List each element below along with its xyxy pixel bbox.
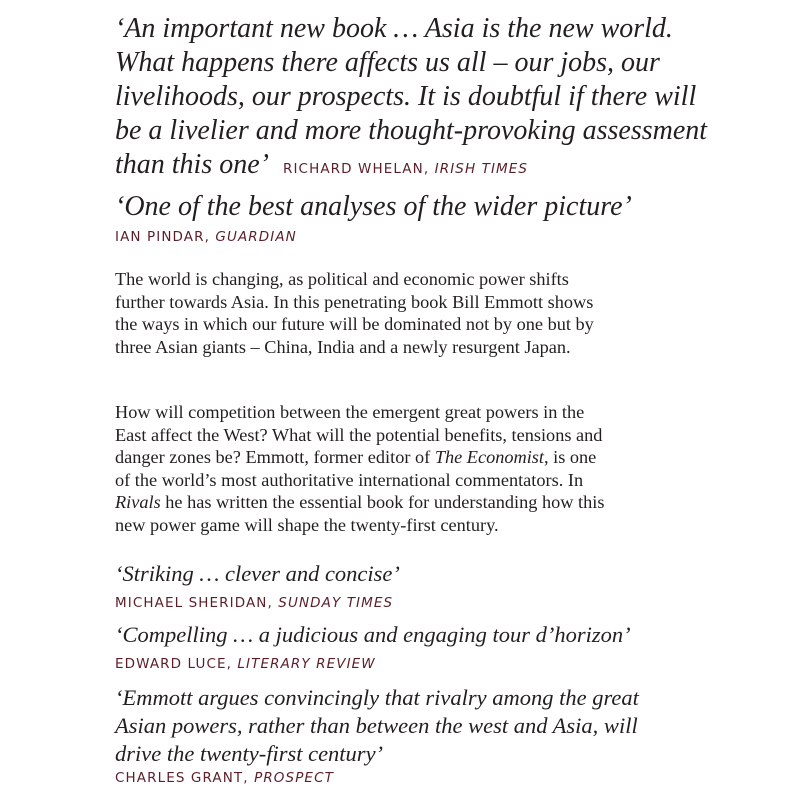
description-line [115, 491, 695, 514]
publication-name: IRISH TIMES [434, 161, 529, 177]
description-paragraph-2 [115, 401, 695, 537]
review-attribution [115, 769, 334, 787]
quote-line: ‘One of the best analyses of the wider picture’ [115, 191, 632, 222]
review-attribution [115, 655, 376, 673]
description-paragraph-1 [115, 268, 695, 358]
review-attribution [283, 161, 528, 177]
review-quote-grant [115, 684, 715, 768]
description-line: How will competition between the emergent great powers in the [115, 402, 585, 422]
reviewer-name: MICHAEL SHERIDAN, [115, 595, 273, 611]
description-text: he has written the essential book for understanding how this [160, 492, 605, 513]
quote-line [115, 148, 695, 186]
description-line: The world is changing, as political and economic power shifts [115, 269, 569, 289]
quote-line: ‘An important new book … Asia is the new world. [115, 13, 673, 44]
quote-line: livelihoods, our prospects. It is doubtful if there will [115, 81, 697, 112]
quote-line: ‘Emmott argues convincingly that rivalry among the great [115, 685, 639, 710]
publication-name: LITERARY REVIEW [237, 656, 376, 672]
quote-line: ‘Striking … clever and concise’ [115, 561, 400, 586]
quote-line: Asian powers, rather than between the west and Asia, will [115, 713, 638, 738]
quote-line: ‘Compelling … a judicious and engaging tour d’horizon’ [115, 622, 631, 647]
description-text: danger zones be? Emmott, former editor of [115, 447, 435, 468]
quote-line: drive the twenty-first century’ [115, 741, 384, 766]
review-quote-pindar [115, 190, 695, 224]
reviewer-name: CHARLES GRANT, [115, 770, 249, 786]
book-title-rivals: Rivals [115, 492, 161, 513]
reviewer-name: RICHARD WHELAN, [283, 161, 430, 177]
description-line: three Asian giants – China, India and a newly resurgent Japan. [115, 336, 571, 357]
reviewer-name: IAN PINDAR, [115, 229, 210, 245]
quote-line: What happens there affects us all – our jobs, our [115, 47, 660, 78]
description-text: , is one [543, 447, 597, 468]
publication-name: PROSPECT [254, 770, 334, 786]
review-attribution [115, 594, 393, 612]
description-line: further towards Asia. In this penetrating book Bill Emmott shows [115, 291, 594, 312]
publication-name: SUNDAY TIMES [278, 595, 394, 611]
description-line: East affect the West? What will the potential benefits, tensions and [115, 424, 603, 445]
reviewer-name: EDWARD LUCE, [115, 656, 233, 672]
description-line [115, 446, 695, 469]
publication-name: GUARDIAN [215, 229, 297, 245]
quote-line-text: than this one’ [115, 149, 269, 180]
book-title-economist: The Economist [434, 447, 544, 468]
review-quote-luce [115, 621, 715, 649]
description-line: the ways in which our future will be dominated not by one but by [115, 314, 594, 335]
description-line: new power game will shape the twenty-first century. [115, 514, 499, 535]
review-quote-whelan [115, 12, 708, 186]
description-line: of the world’s most authoritative international commentators. In [115, 469, 584, 490]
quote-line: be a livelier and more thought-provoking assessment [115, 115, 708, 146]
review-quote-sheridan [115, 560, 715, 588]
review-attribution [115, 228, 297, 246]
